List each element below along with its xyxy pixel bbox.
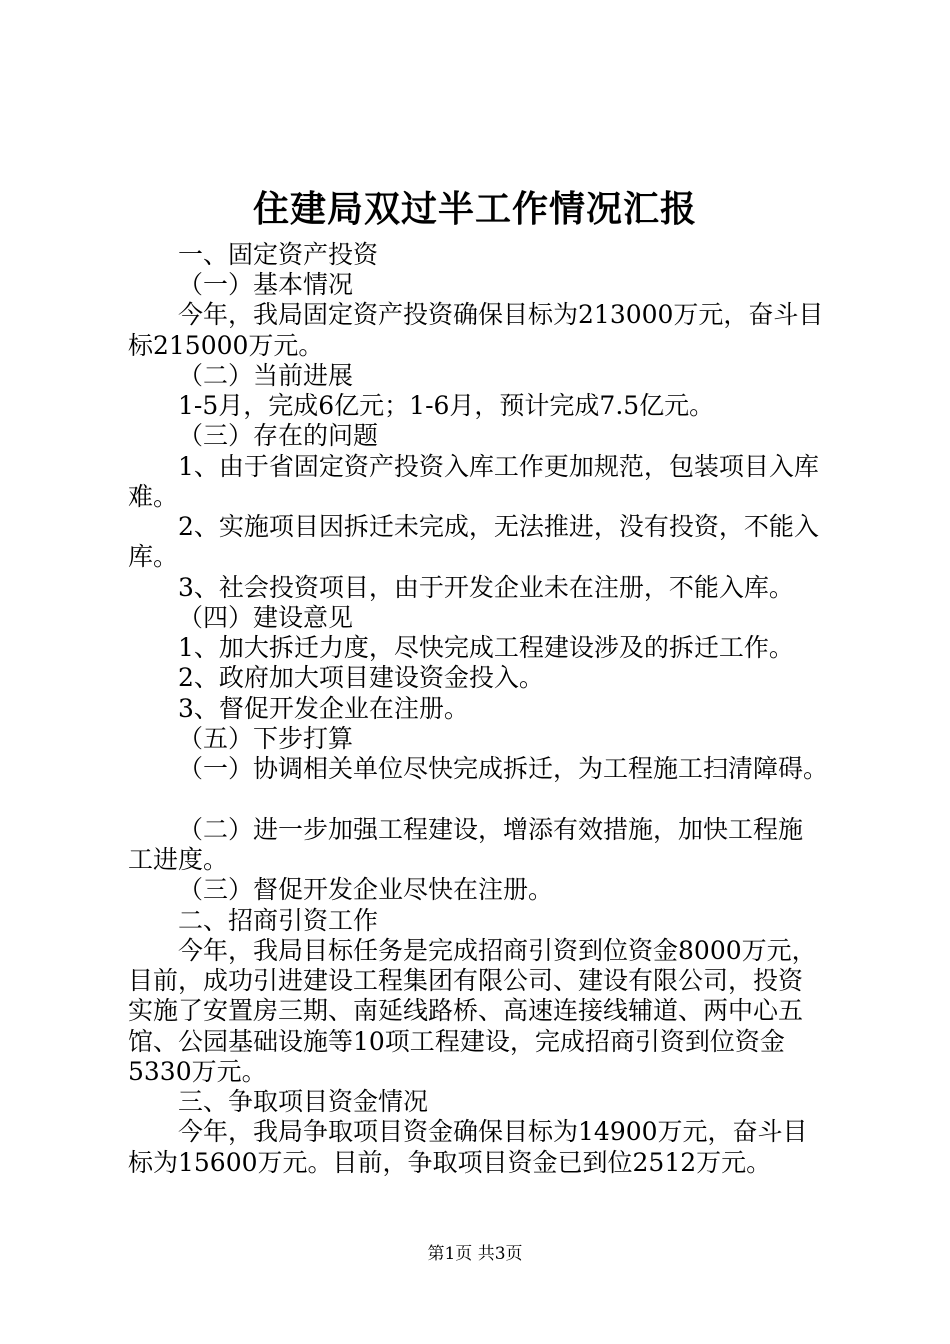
text-line: （三）存在的问题 — [178, 421, 379, 450]
text-line: 二、招商引资工作 — [178, 906, 379, 935]
text-line: （二）当前进展 — [178, 361, 354, 390]
text-line: 今年，我局争取项目资金确保目标为14900万元，奋斗目 — [178, 1117, 808, 1146]
text-line: （四）建设意见 — [178, 603, 354, 632]
document-title: 住建局双过半工作情况汇报 — [252, 188, 697, 230]
text-line: （三）督促开发企业尽快在注册。 — [178, 875, 554, 904]
text-line: 难。 — [128, 482, 179, 511]
text-line: 库。 — [128, 542, 179, 571]
text-line: 1、由于省固定资产投资入库工作更加规范，包装项目入库 — [178, 452, 819, 481]
text-line: 目前，成功引进建设工程集团有限公司、建设有限公司，投资 — [128, 966, 804, 995]
text-line: 今年，我局目标任务是完成招商引资到位资金8000万元， — [178, 936, 817, 965]
text-line: 今年，我局固定资产投资确保目标为213000万元，奋斗目 — [178, 300, 824, 329]
text-line: 标为15600万元。目前，争取项目资金已到位2512万元。 — [128, 1148, 772, 1177]
text-line: 一、固定资产投资 — [178, 240, 379, 269]
text-line: （一）协调相关单位尽快完成拆迁，为工程施工扫清障碍。 — [178, 754, 829, 783]
text-line: 1-5月，完成6亿元；1-6月，预计完成7.5亿元。 — [178, 391, 715, 420]
page-footer: 第1页 共3页 — [427, 1244, 523, 1264]
text-line: 2、实施项目因拆迁未完成，无法推进，没有投资，不能入 — [178, 512, 819, 541]
text-line: 三、争取项目资金情况 — [178, 1087, 429, 1116]
text-line: 5330万元。 — [128, 1057, 267, 1086]
text-line: 2、政府加大项目建设资金投入。 — [178, 663, 544, 692]
text-line: （五）下步打算 — [178, 724, 354, 753]
text-line: 工进度。 — [128, 845, 229, 874]
text-line: 标215000万元。 — [128, 331, 324, 360]
text-line: 实施了安置房三期、南延线路桥、高速连接线辅道、两中心五 — [128, 996, 804, 1025]
text-line: 馆、公园基础设施等10项工程建设，完成招商引资到位资金 — [128, 1027, 785, 1056]
text-line: 3、社会投资项目，由于开发企业未在注册，不能入库。 — [178, 573, 794, 602]
text-line: （一）基本情况 — [178, 270, 354, 299]
text-line: 3、督促开发企业在注册。 — [178, 694, 469, 723]
text-line: 1、加大拆迁力度，尽快完成工程建设涉及的拆迁工作。 — [178, 633, 794, 662]
text-line: （二）进一步加强工程建设，增添有效措施，加快工程施 — [178, 815, 804, 844]
